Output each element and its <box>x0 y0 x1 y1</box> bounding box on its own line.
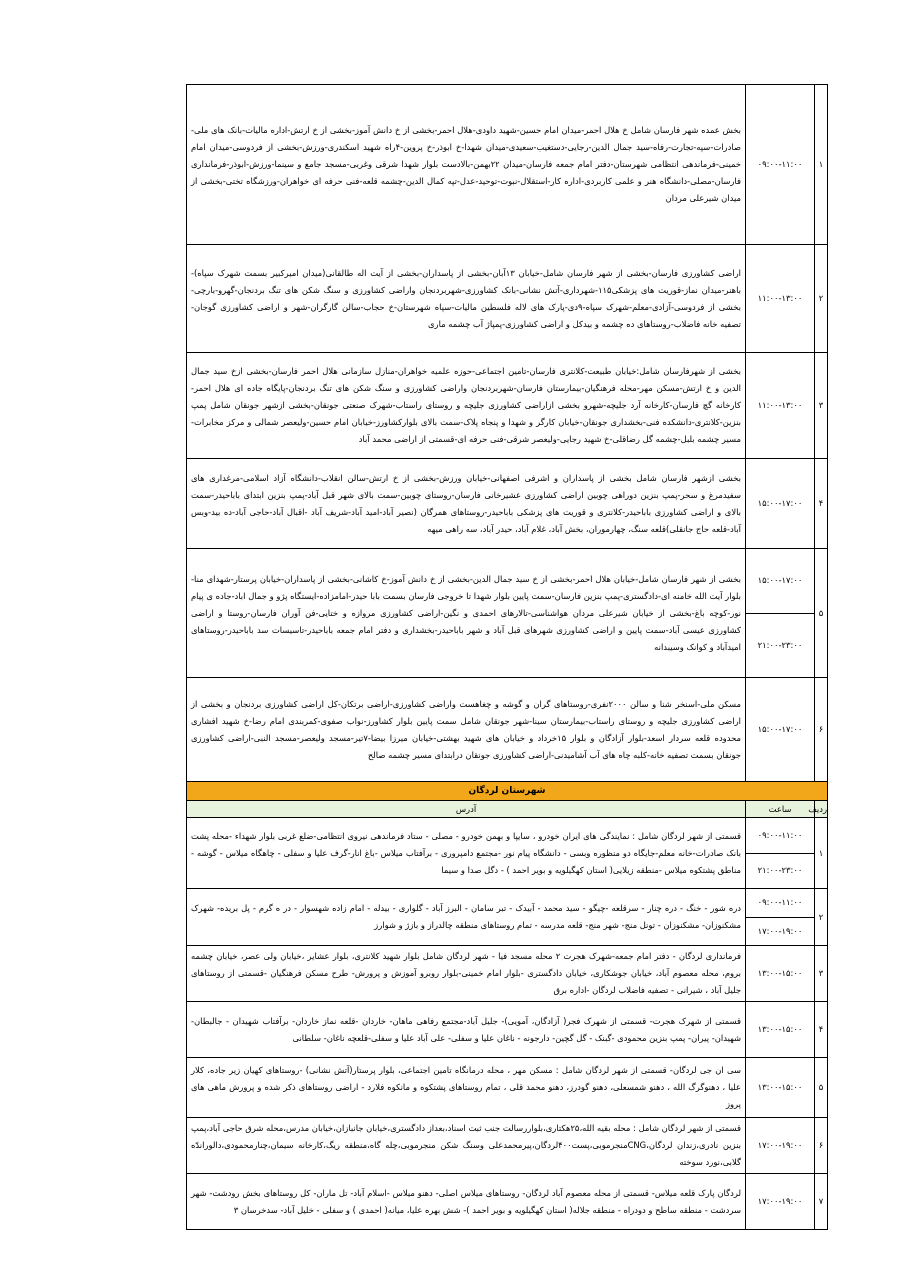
address-cell <box>187 818 746 889</box>
address-text: مسکن ملی-اسنخر شنا و سالن ۲۰۰۰نفری-روستاهای گران و گوشه و چغاهست واراضی کشاورزی-اراضی برتکان-کل اراضی کشاورزی بردنجان و بخشی از اراضی کشاورزی جلیچه و روستای راستاب-بیمارستان سینا-شهر جونقان شامل سمت پایین بلوار کشاورز-نواب صفوی-کمربندی امام رضا-خ شهید افشاری محدوده قلعه سردار اسعد-بلوار آزادگان و بلوار ۱۵خرداد و خیابان های شهید بهشتی-خیابان میرزا بیضا-۷تیر-مسجد ولیعصر-مسجد النبی-اراضی کشاورزی جونقان بسمت تصفیه خانه-کلبه چاه های آب آشامیدنی-اراضی کشاورزی جونقان درابتدای مسیر چشمه صالح <box>191 698 742 760</box>
schedule-row <box>187 1002 828 1058</box>
column-header-time: ساعت <box>746 801 815 818</box>
time-slot: ۱۳:۰۰-۱۵:۰۰ <box>757 968 803 978</box>
schedule-row <box>187 1058 828 1118</box>
address-cell <box>187 459 746 549</box>
row-number: ۴ <box>815 459 828 549</box>
time-slot: ۱۱:۰۰-۱۳:۰۰ <box>757 293 803 303</box>
time-cell <box>746 245 815 353</box>
row-number: ۳ <box>815 353 828 459</box>
schedule-row <box>187 946 828 1002</box>
time-slot: ۱۱:۰۰-۱۳:۰۰ <box>757 400 803 410</box>
address-cell <box>187 1058 746 1118</box>
row-number: ۵ <box>815 1058 828 1118</box>
time-cell <box>746 889 815 946</box>
address-text: قسمتی از شهر لردگان شامل : نمایندگی های ایران خودرو ، سایپا و بهمن خودرو - مصلی - ستاد فرماندهی نیروی انتظامی-ضلع غربی بلوار شهداء -محله پشت بانک صادرات-خانه معلم-جایگاه دو منظوره وبسی - دانشگاه پیام نور -مجتمع دامپروری - برآفتاب میلاس -باغ انار-گرف علیا و سفلی - چاهگاه میلاس - گوشه - مناطق پشتکوه میلاس -منطقه زیلایی( استان کهگیلویه و بویر احمد ) - دگل صدا و سیما <box>191 830 741 875</box>
time-cell <box>746 1174 815 1230</box>
schedule-row <box>187 353 828 459</box>
row-number: ۶ <box>815 678 828 782</box>
time-slot: ۲۱:۰۰-۲۳:۰۰ <box>746 853 814 889</box>
row-number: ۷ <box>815 1174 828 1230</box>
time-slot: ۱۷:۰۰-۱۹:۰۰ <box>757 1140 803 1150</box>
address-cell <box>187 353 746 459</box>
schedule-row <box>187 549 828 678</box>
time-slot: ۱۷:۰۰-۱۹:۰۰ <box>746 917 814 946</box>
time-slot: ۲۱:۰۰-۲۳:۰۰ <box>746 613 814 678</box>
section-title: شهرستان لردگان <box>187 782 828 801</box>
address-cell <box>187 245 746 353</box>
address-text: دره شور - خنگ - دره چنار - سرقلعه -چیگو - سید محمد - آبیدک - تبر سامان - البرز آباد - گلواری - بیدله - امام زاده شهسوار - در ه گرم - پل بریده- شهرک مشکنوزان- مشکنوزان - تونل منج- شهر منج- قلعه مدرسه - تمام روستاهای منطقه چالدراز و بازژ و شوارز <box>191 903 741 930</box>
time-cell <box>746 353 815 459</box>
column-header-row <box>187 801 828 818</box>
schedule-row <box>187 678 828 782</box>
time-slot: ۱۵:۰۰-۱۷:۰۰ <box>757 724 803 734</box>
address-cell <box>187 85 746 245</box>
schedule-row <box>187 245 828 353</box>
time-cell <box>746 818 815 889</box>
row-number: ۳ <box>815 946 828 1002</box>
row-number: ۲ <box>815 889 828 946</box>
row-number: ۱ <box>815 85 828 245</box>
row-number: ۵ <box>815 549 828 678</box>
address-cell <box>187 889 746 946</box>
schedule-row <box>187 85 828 245</box>
row-number: ۱ <box>815 818 828 889</box>
time-cell <box>746 1118 815 1174</box>
blackout-schedule-table <box>186 84 828 1230</box>
time-slot: ۱۵:۰۰-۱۷:۰۰ <box>757 498 803 508</box>
time-cell <box>746 459 815 549</box>
address-cell <box>187 1002 746 1058</box>
time-slot: ۰۹:۰۰-۱۱:۰۰ <box>757 829 803 840</box>
time-cell <box>746 85 815 245</box>
time-slot: ۰۹:۰۰-۱۱:۰۰ <box>757 159 803 169</box>
time-slot: ۱۷:۰۰-۱۹:۰۰ <box>757 1196 803 1206</box>
schedule-row <box>187 818 828 889</box>
time-slot: ۱۵:۰۰-۱۷:۰۰ <box>757 575 803 586</box>
time-cell <box>746 1002 815 1058</box>
time-slot: ۱۳:۰۰-۱۵:۰۰ <box>757 1024 803 1034</box>
address-text: بخشی از شهر فارسان شامل-خیابان هلال احمر-بخشی از خ سید جمال الدین-بخشی از خ دانش آموز-خ کاشانی-بخشی از پاسداران-خیابان پرستار-شهدای منا-بلوار آیت الله خامنه ای-دادگستری-پمپ بنزین فارسان-سمت پایین بلوار شهدا تا خروجی فارسان بسمت بابا حیدر-امامزاده-ایستگاه پژو و جمال اباد-جاده ی پیام نور-کوچه باغ-بخشی از خیابان شیرعلی مردان هواشناسی-تالارهای احمدی و نگین-اراضی کشاورزی مروازه و ختایی-فن آوران فارسان-روستا و اراضی کشاورزی عیسی آباد-سمت پایین و اراضی کشاورزی شهرهای قبل آباد و شهر باباحیدر-بخشداری و دفتر امام جمعه باباحیدر-تاسیسات سد باباحیدر-روستاهای امیدآباد و کوانک وسیبدانه <box>191 573 741 652</box>
address-cell <box>187 549 746 678</box>
row-number: ۲ <box>815 245 828 353</box>
time-cell <box>746 946 815 1002</box>
section-header-row <box>187 782 828 801</box>
address-cell <box>187 1174 746 1230</box>
address-text: قسمتی از شهرک هجرت- قسمتی از شهرک فجر( آزادگان، آمویی)- جلیل آباد-مجتمع رفاهی ماهان- خاردان -قلعه نماز خاردان- برآفتاب شهیدان - جالبطان-شهیدان- پیران- پمپ بنزین محمودی -گبنک - گل گچین- دارجونه - ناغان علیا و سفلی- علی آباد علیا و سفلی-قلعچه ناغان- سلطانی <box>191 1015 741 1043</box>
address-text: قسمتی از شهر لردگان شامل : محله بقیه الله،۲۵هکتاری،بلواررسالت جنب ثبت اسناد،بعداز دادگستری،خیابان جانبازان،خیابان مدرس،محله شرق حاجی آباد،پمپ بنزین نادری،زندان لردگان،CNGمنجرموبی،پست۴۰۰لردگان،پیرمحمدعلی وسنگ شکن منجرموبی،چله گاه،منطقه ریگ،کارخانه سیمان،چنارمحمودی،دالوراندّه گلابی،نورد سوخته <box>191 1123 742 1167</box>
schedule-row <box>187 1174 828 1230</box>
schedule-row <box>187 459 828 549</box>
address-text: بخشی از شهرفارسان شامل:خیابان طبیعت-کلانتری فارسان-تامین اجتماعی-حوزه علمیه خواهران-منازل سازمانی هلال احمر فارسان-بخشی ازخ سید جمال الدین و خ ارتش-مسکن مهر-محله فرهنگیان-بیمارستان فارسان-شهربردنجان واراضی کشاورزی و سنگ شکن های تنگ بردنجان-پایگاه جاده ای هلال احمر-کارخانه گچ فارسان-کارخانه آرد جلیچه-شهرو بخشی ازاراضی کشاورزی جلیچه و روستای راستاب-شهرک صنعتی جونقان-بخشی ازشهر جونقان شامل پمپ بنزین-کلانتری-دانشکده فنی-بخشداری جونقان-خیابان کارگر و شهدا و پنجاه پلاک-سمت بالای بلوارکشاورز-خیابان امام حسین-ولیعصر شمالی و مرکز مخابرات-مسیر چشمه بلبل-چشمه گل رضاقلی-خ شهید رجایی-ولیعصر شرقی-فنی حرفه ای-قسمتی از اراضی محمد آباد <box>191 366 741 444</box>
time-slot: ۱۳:۰۰-۱۵:۰۰ <box>757 1082 803 1092</box>
time-cell <box>746 1058 815 1118</box>
address-text: بخشی ازشهر فارسان شامل بخشی از پاسداران و اشرفی اصفهانی-خیابان ورزش-بخشی از خ ارتش-سالن انقلاب-دانشگاه آزاد اسلامی-مرغداری های سفیدمرغ و سحر-پمپ بنزین دوراهی چوبین اراضی کشاورزی عشیرخانی فارسان-روستای چوبین-سمت بالای شهر قبل آباد-پمپ بنزین ابتدای باباحیدر-سمت بالای و اراضی کشاورزی باباحیدر-کلانتری و قوریت های پزشکی باباحیدر-روستاهای همرگان (نصیر آباد-امید آباد-شریف آباد -اقبال آباد-حاجی آباد-ده بید-وبس آباد-قلعه حاج جانقلی)قلعه سنگ، چهارموران، بخش آباد، غلام آباد، حیدر آباد، سه راهی میهه <box>191 472 741 534</box>
schedule-row <box>187 889 828 946</box>
row-number: ۴ <box>815 1002 828 1058</box>
address-text: بخش عمده شهر فارسان شامل خ هلال احمر-میدان امام حسین-شهید داودی-هلال احمر-بخشی از خ دانش آموز-بخشی از خ ارتش-اداره مالیات-بانک های ملی-صادرات-سپه-تجارت-رفاه-سید جمال الدین-رجایی-دستغیب-سعیدی-میدان شهدا-خ ابوذر-خ پروین-۴راه شهید اسکندری-ورزش-بخشی از فردوسی-میدان امام خمینی-فرماندهی انتظامی شهرستان-دفتر امام جمعه فارسان-میدان ۲۲بهمن-بالادست بلوار شهدا شرقی وغربی-مسجد جامع و سینما-ورزش-ابوذر-فرمانداری فارسان-مصلی-دانشگاه هنر و علمی کاربردی-اداره کار-استقلال-نبوت-توحید-عدل-تپه کمال الدین-چشمه قلعه-فنی حرفه ای خواهران-ورزشگاه تختی-بخشی از میدان شیرعلی مردان <box>191 125 741 203</box>
address-text: فرمانداری لردگان - دفتر امام جمعه-شهرک هجرت ۲ محله مسجد فیا - شهر لردگان شامل بلوار شهید کلانتری، بلوار عشایر ،خیابان ولی عصر، خیابان چشمه بروم، محله معصوم آباد، خیابان جوشکاری، خیابان دادگستری -بلوار امام خمینی-بلوار روبرو آموزش و پرورش- طرح مسکن فرهنگیان -قسمتی از روستاهای جلیل آباد ، شیرانی - تصفیه فاضلاب لردگان -اداره برق <box>191 951 741 995</box>
time-cell <box>746 549 815 678</box>
schedule-row <box>187 1118 828 1174</box>
column-header-address: آدرس <box>187 801 746 818</box>
address-cell <box>187 946 746 1002</box>
row-number: ۶ <box>815 1118 828 1174</box>
column-header-index: ردیف <box>815 801 828 818</box>
address-text: سی ان جی لردگان- قسمتی از شهر لردگان شامل : مسکن مهر ، محله درمانگاه تامین اجتماعی، بلوار پرستار(آتش نشانی) -روستاهای کهیان زیر جاده، کلار علیا ، دهنوگرگ الله ، دهنو شمسعلی، دهنو گودرز، دهنو محمد قلی ، تمام روستاهای پشتکوه و مانکوه فلارد - اراضی روستاهای ذکر شده و پرورش ماهی های پروز <box>191 1065 741 1109</box>
address-cell <box>187 678 746 782</box>
address-text: اراضی کشاورزی فارسان-بخشی از شهر فارسان شامل-خیابان ۱۳آبان-بخشی از پاسداران-بخشی از آیت اله طالقانی(میدان امیرکبیر بسمت شهرک سپاه)-باهنر-میدان نماز-قوریت های پزشکی۱۱۵-شهرداری-آتش نشانی-بانک کشاورزی-شهربردنجان واراضی کشاورزی و سنگ شکن های تنگ بردنجان-گهرو-بارچی-بخشی از فردوسی-آزادی-معلم-شهرک سپاه-۹دی-پارک های لاله فلسطین مالیات-سپاه شهرستان-خ حجاب-سالن گارگران-شهر و اراضی کشاورزی گوجان-تصفیه خانه فاضلاب-روستاهای ده چشمه و بیدکل و اراضی کشاورزی-پمپاژ آب چشمه ماری <box>191 267 741 329</box>
time-cell <box>746 678 815 782</box>
time-slot: ۰۹:۰۰-۱۱:۰۰ <box>757 897 803 908</box>
address-cell <box>187 1118 746 1174</box>
address-text: لردگان پارک قلعه میلاس- قسمتی از محله معصوم آباد لردگان- روستاهای میلاس اصلی- دهنو میلاس -اسلام آباد- تل ماران- کل روستاهای بخش رودشت- شهر سردشت - منطقه ساطح و دودراه - منطقه جلاله( استان کهگیلویه و بویر احمد )- شش بهره علیا، میانه( احمدی ) و سفلی - خلیل آباد- سدخرسان ۳ <box>191 1187 741 1215</box>
